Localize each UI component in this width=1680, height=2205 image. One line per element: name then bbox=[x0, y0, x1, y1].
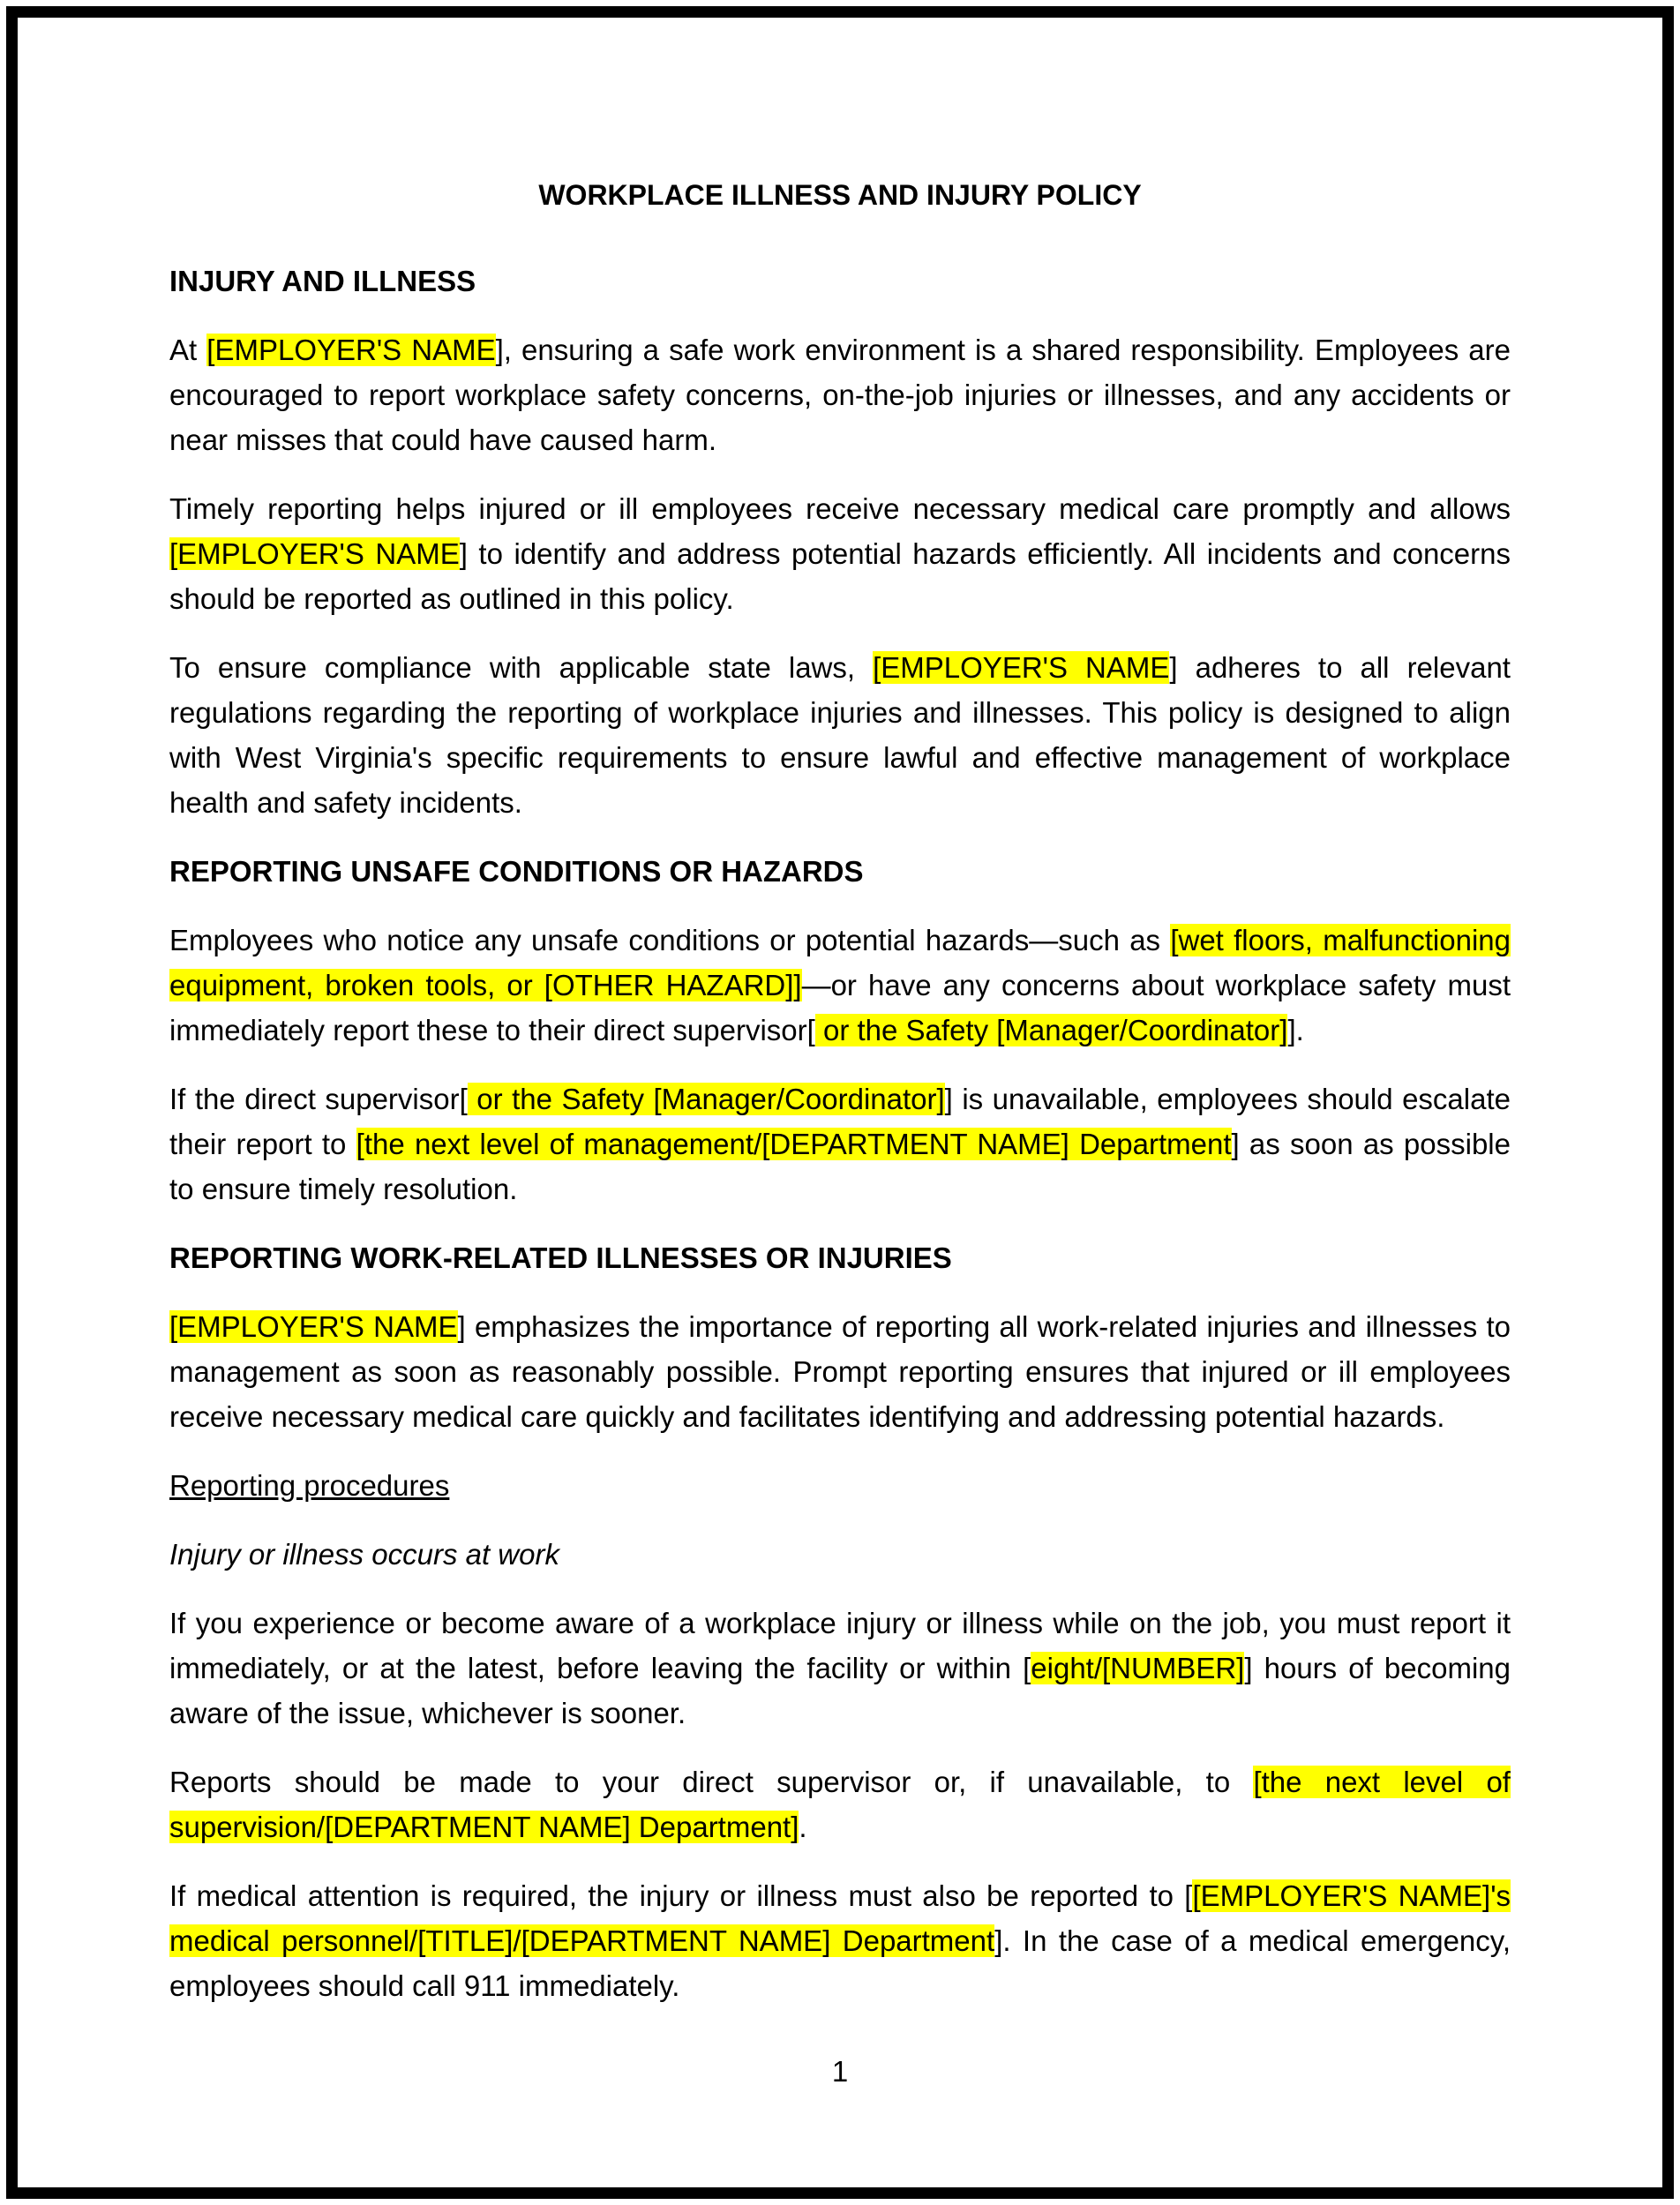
page-footer bbox=[0, 2049, 1680, 2094]
highlight-run: [the next level of supervision/[DEPARTMENT NAME] Department] bbox=[169, 1766, 1511, 1843]
section-heading bbox=[169, 849, 1511, 894]
text-run: REPORTING UNSAFE CONDITIONS OR HAZARDS bbox=[169, 855, 864, 888]
highlight-run: [EMPLOYER'S NAME bbox=[169, 1310, 458, 1343]
paragraph bbox=[169, 1304, 1511, 1439]
text-run: ], ensuring a safe work environment is a shared responsibility. Employees are encouraged to report workplace safety concerns, on-the-job injuries or illnesses, and any accidents or near misses that could have caused harm. bbox=[169, 334, 1511, 456]
text-run: Injury or illness occurs at work bbox=[169, 1538, 559, 1571]
section-heading bbox=[169, 1235, 1511, 1280]
text-run: ]. In the case of a medical emergency, employees should call 911 immediately. bbox=[169, 1924, 1511, 2002]
document-title bbox=[169, 173, 1511, 218]
highlight-run: [EMPLOYER'S NAME bbox=[169, 537, 460, 570]
text-run: If you experience or become aware of a workplace injury or illness while on the job, you must report it immediately, or at the latest, before leaving the facility or within [ bbox=[169, 1607, 1511, 1684]
text-run: Reports should be made to your direct supervisor or, if unavailable, to bbox=[169, 1766, 1254, 1798]
text-run: REPORTING WORK-RELATED ILLNESSES OR INJURIES bbox=[169, 1241, 952, 1274]
paragraph bbox=[169, 1873, 1511, 2008]
paragraph bbox=[169, 1601, 1511, 1736]
highlight-run: [wet floors, malfunctioning equipment, broken tools, or [OTHER HAZARD]] bbox=[169, 924, 1511, 1001]
text-run: ] to identify and address potential hazards efficiently. All incidents and concerns should be reported as outlined in this policy. bbox=[169, 537, 1511, 615]
text-run: To ensure compliance with applicable state laws, bbox=[169, 651, 874, 684]
paragraph bbox=[169, 645, 1511, 825]
highlight-run: [the next level of management/[DEPARTMENT NAME] Department bbox=[356, 1128, 1232, 1160]
text-run: If medical attention is required, the injury or illness must also be reported to [ bbox=[169, 1879, 1193, 1912]
text-run: WORKPLACE ILLNESS AND INJURY POLICY bbox=[538, 179, 1142, 211]
paragraph bbox=[169, 486, 1511, 621]
text-run: ] adheres to all relevant regulations regarding the reporting of workplace injuries and illnesses. This policy is designed to align with West Virginia's specific requirements to ensure lawful and effective management of workplace health and safety incidents. bbox=[169, 651, 1511, 819]
subheading-underlined bbox=[169, 1463, 1511, 1508]
text-run: ] is unavailable, employees should escalate their report to bbox=[169, 1083, 1511, 1160]
section-heading bbox=[169, 259, 1511, 304]
text-run: At bbox=[169, 334, 207, 366]
text-run: ] hours of becoming aware of the issue, whichever is sooner. bbox=[169, 1652, 1511, 1729]
text-run: If the direct supervisor[ bbox=[169, 1083, 468, 1115]
paragraph bbox=[169, 327, 1511, 462]
highlight-run: or the Safety [Manager/Coordinator] bbox=[814, 1014, 1288, 1046]
paragraph bbox=[169, 1076, 1511, 1211]
highlight-run: [EMPLOYER'S NAME bbox=[206, 334, 496, 366]
highlight-run: or the Safety [Manager/Coordinator] bbox=[467, 1083, 945, 1115]
page-number: 1 bbox=[831, 2055, 849, 2088]
text-run: Employees who notice any unsafe conditions or potential hazards—such as bbox=[169, 924, 1171, 956]
document-body bbox=[169, 173, 1511, 2032]
paragraph bbox=[169, 1759, 1511, 1849]
text-run: . bbox=[799, 1811, 807, 1843]
text-run: ]. bbox=[1287, 1014, 1304, 1046]
highlight-run: [EMPLOYER'S NAME]'s medical personnel/[TITLE]/[DEPARTMENT NAME] Department bbox=[169, 1879, 1511, 1957]
highlight-run: [EMPLOYER'S NAME bbox=[873, 651, 1170, 684]
subheading-italic bbox=[169, 1532, 1511, 1577]
paragraph bbox=[169, 918, 1511, 1053]
text-run: ] emphasizes the importance of reporting all work-related injuries and illnesses to management as soon as reasonably possible. Prompt reporting ensures that injured or ill employees receive necessary medical care quickly and facilitates identifying and addressing potential hazards. bbox=[169, 1310, 1511, 1433]
text-run: —or have any concerns about workplace safety must immediately report these to their direct supervisor[ bbox=[169, 969, 1511, 1046]
text-run: ] as soon as possible to ensure timely resolution. bbox=[169, 1128, 1511, 1205]
text-run: Timely reporting helps injured or ill employees receive necessary medical care promptly and allows bbox=[169, 492, 1511, 525]
text-run: INJURY AND ILLNESS bbox=[169, 265, 476, 297]
text-run: Reporting procedures bbox=[169, 1469, 450, 1502]
highlight-run: eight/[NUMBER] bbox=[1031, 1652, 1245, 1684]
